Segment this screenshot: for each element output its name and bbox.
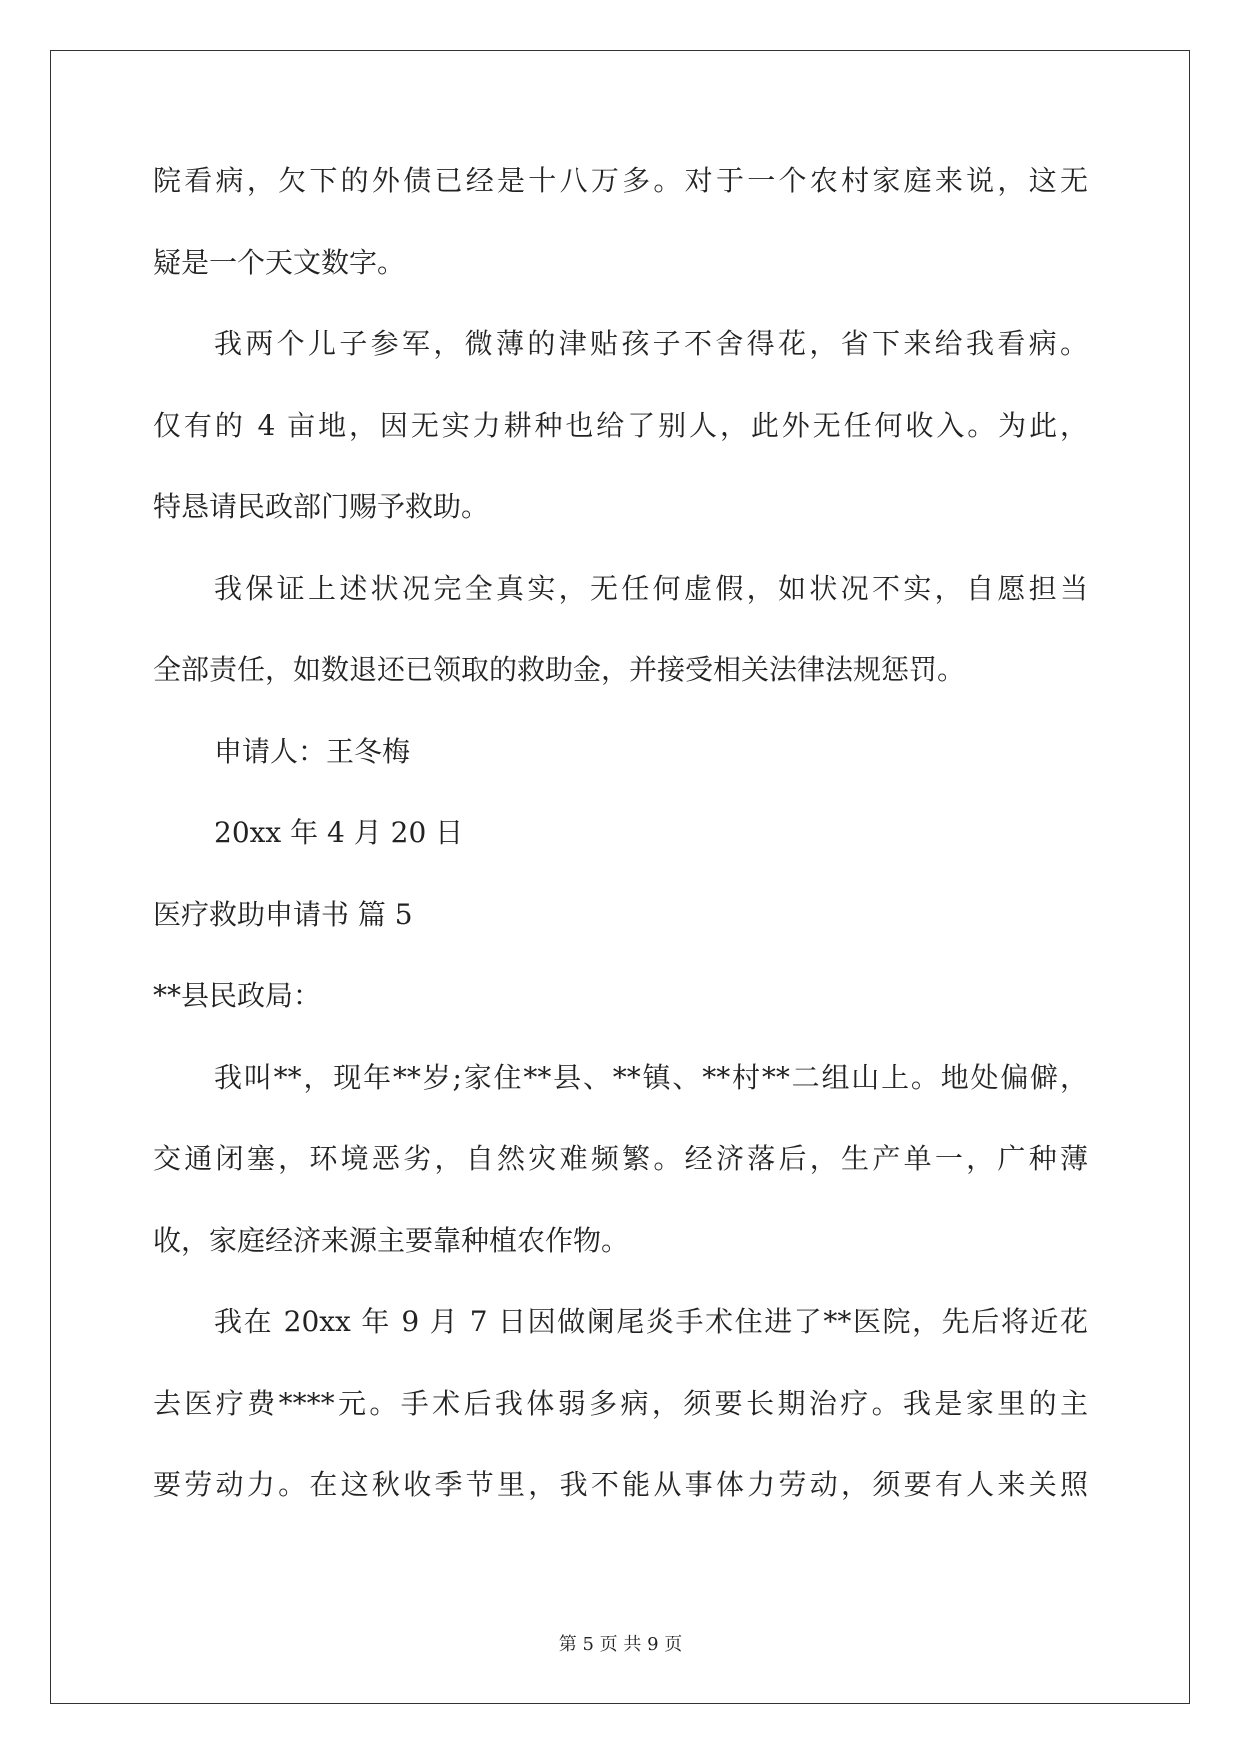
- text-line: 院看病，欠下的外债已经是十八万多。对于一个农村家庭来说，这无: [153, 164, 1088, 197]
- text-line: 全部责任，如数退还已领取的救助金，并接受相关法律法规惩罚。: [153, 653, 966, 686]
- text-line: 我保证上述状况完全真实，无任何虚假，如状况不实，自愿担当: [214, 571, 1088, 605]
- addressee-line: **县民政局：: [153, 979, 322, 1012]
- text-line: 交通闭塞，环境恶劣，自然灾难频繁。经济落后，生产单一，广种薄: [153, 1142, 1088, 1175]
- text-line: 疑是一个天文数字。: [153, 245, 406, 279]
- text-line: 要劳动力。在这秋收季节里，我不能从事体力劳动，须要有人来关照: [153, 1468, 1088, 1501]
- section-title: 医疗救助申请书 篇 5: [153, 897, 413, 931]
- text-line: 特恳请民政部门赐予救助。: [153, 490, 490, 523]
- text-line: 去医疗费****元。手术后我体弱多病，须要长期治疗。我是家里的主: [153, 1386, 1088, 1420]
- text-line: 我叫**，现年**岁;家住**县、**镇、**村**二组山上。地处偏僻，: [214, 1060, 1088, 1094]
- document-body: [153, 165, 1088, 1551]
- text-line: 我在 20xx 年 9 月 7 日因做阑尾炎手术住进了**医院，先后将近花: [214, 1305, 1088, 1338]
- page-number-footer: 第 5 页 共 9 页: [558, 1634, 683, 1655]
- text-line: 我两个儿子参军，微薄的津贴孩子不舍得花，省下来给我看病。: [214, 327, 1088, 360]
- text-line: 收，家庭经济来源主要靠种植农作物。: [153, 1223, 630, 1257]
- signature-line: 申请人：王冬梅: [214, 734, 411, 768]
- text-line: 仅有的 4 亩地，因无实力耕种也给了别人，此外无任何收入。为此，: [153, 408, 1088, 442]
- date-line: 20xx 年 4 月 20 日: [214, 816, 464, 849]
